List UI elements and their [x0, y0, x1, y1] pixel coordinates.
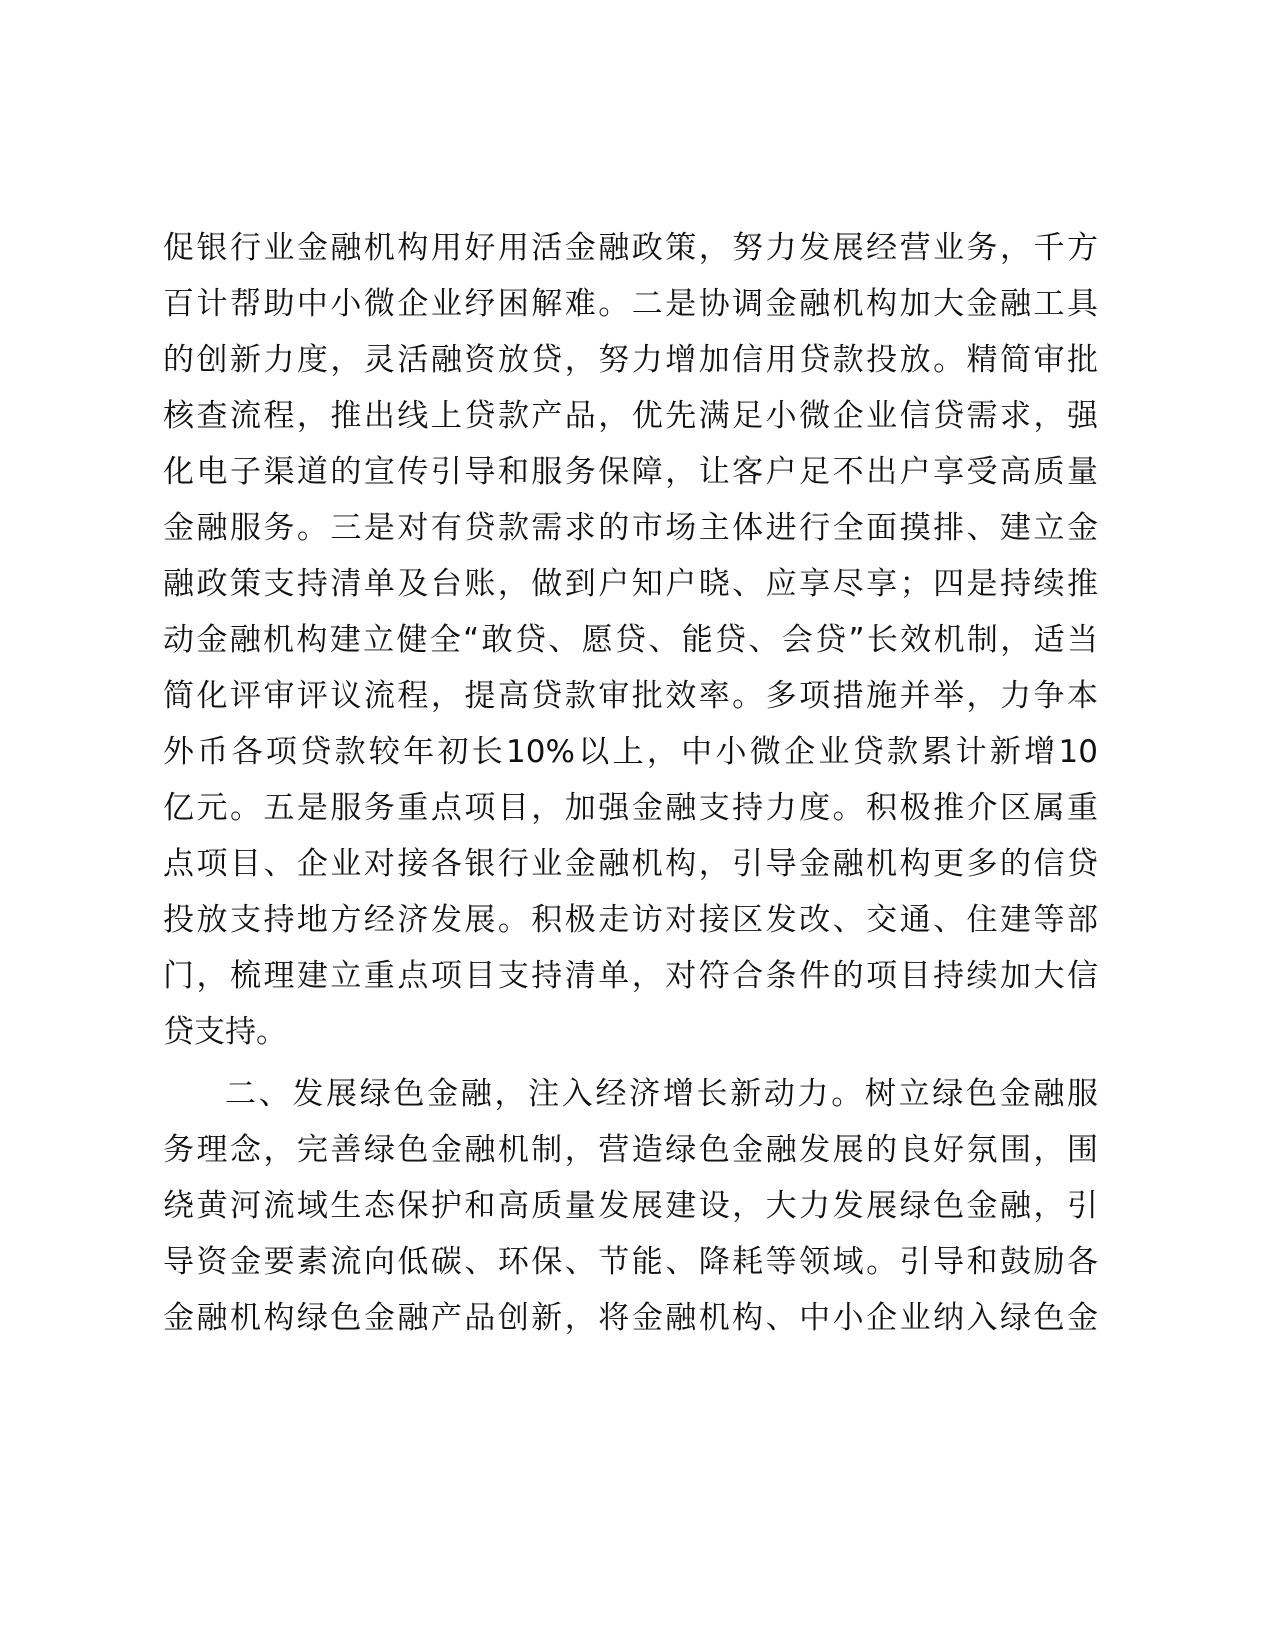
text-line: 化电子渠道的宣传引导和服务保障，让客户足不出户享受高质量 — [163, 454, 1098, 490]
paragraph-2 — [163, 1066, 1098, 1346]
text-line: 贷支持。 — [163, 1014, 287, 1050]
text-line: 百计帮助中小微企业纾困解难。二是协调金融机构加大金融工具 — [163, 286, 1098, 322]
text-line: 门，梳理建立重点项目支持清单，对符合条件的项目持续加大信 — [163, 958, 1098, 994]
document-body — [163, 220, 1098, 1346]
text-line: 点项目、企业对接各银行业金融机构，引导金融机构更多的信贷 — [163, 846, 1098, 882]
text-line: 的创新力度，灵活融资放贷，努力增加信用贷款投放。精简审批 — [163, 342, 1098, 378]
text-line: 金融服务。三是对有贷款需求的市场主体进行全面摸排、建立金 — [163, 510, 1098, 546]
paragraph-1 — [163, 220, 1098, 1060]
text-line: 简化评审评议流程，提高贷款审批效率。多项措施并举，力争本 — [163, 678, 1098, 714]
text-line: 投放支持地方经济发展。积极走访对接区发改、交通、住建等部 — [163, 902, 1098, 938]
text-line: 导资金要素流向低碳、环保、节能、降耗等领域。引导和鼓励各 — [163, 1244, 1098, 1280]
text-line: 金融机构绿色金融产品创新，将金融机构、中小企业纳入绿色金 — [163, 1300, 1098, 1336]
text-line: 动金融机构建立健全“敢贷、愿贷、能贷、会贷”长效机制，适当 — [163, 622, 1098, 658]
text-line: 亿元。五是服务重点项目，加强金融支持力度。积极推介区属重 — [163, 790, 1098, 826]
text-line: 务理念，完善绿色金融机制，营造绿色金融发展的良好氛围，围 — [163, 1132, 1098, 1168]
text-line: 二、发展绿色金融，注入经济增长新动力。树立绿色金融服 — [225, 1076, 1098, 1112]
text-line: 核查流程，推出线上贷款产品，优先满足小微企业信贷需求，强 — [163, 398, 1098, 434]
text-line: 融政策支持清单及台账，做到户知户晓、应享尽享；四是持续推 — [163, 566, 1098, 602]
text-line: 绕黄河流域生态保护和高质量发展建设，大力发展绿色金融，引 — [163, 1188, 1098, 1224]
text-line: 促银行业金融机构用好用活金融政策，努力发展经营业务，千方 — [163, 230, 1098, 266]
text-line: 外币各项贷款较年初长10%以上，中小微企业贷款累计新增10 — [163, 734, 1098, 770]
